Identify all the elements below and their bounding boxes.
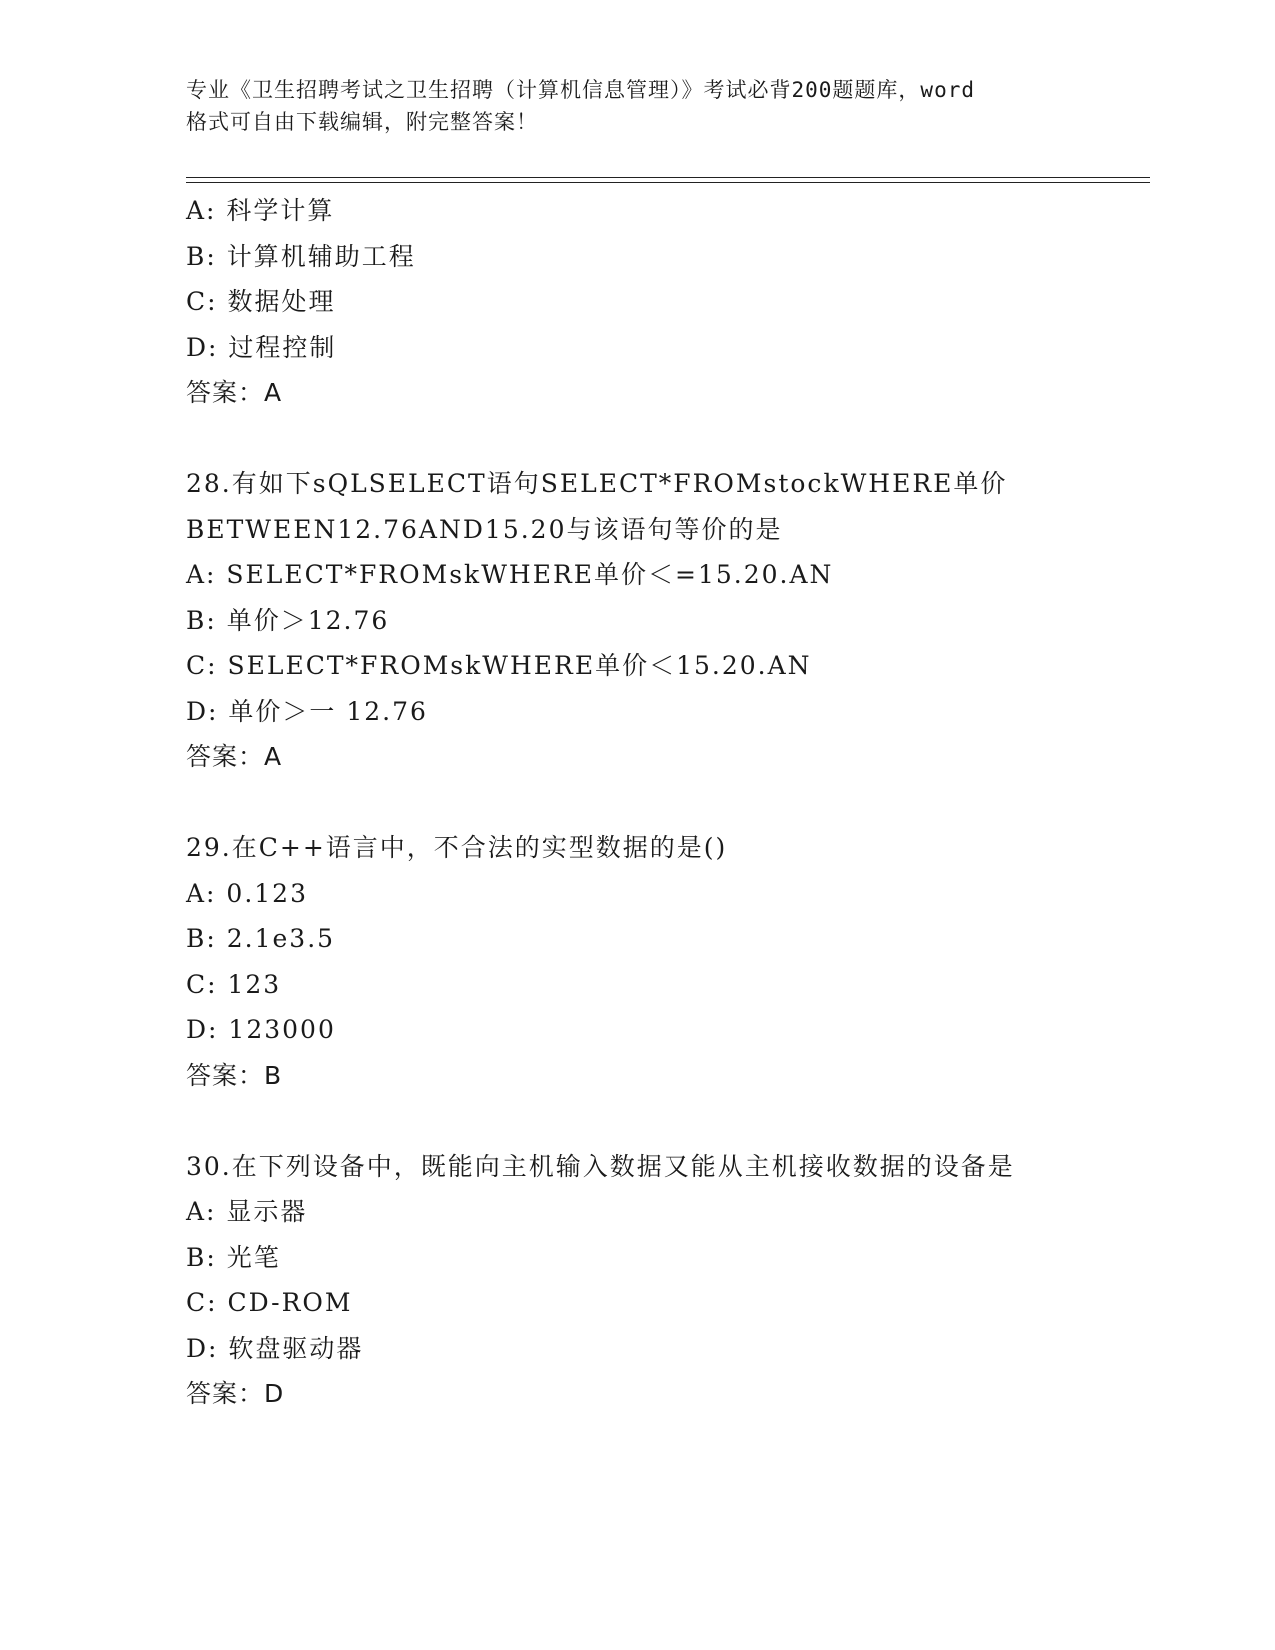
answer-line: 答案：A [186, 378, 283, 407]
question-stem-line-2: BETWEEN12.76AND15.20与该语句等价的是 [186, 514, 783, 544]
question-27-continued [186, 188, 1146, 416]
option-b: B: 计算机辅助工程 [186, 241, 416, 271]
option-b: B: 光笔 [186, 1242, 281, 1272]
option-d: D: 单价＞一 12.76 [186, 696, 428, 726]
option-a: A: 显示器 [186, 1197, 308, 1226]
option-b: B: 2.1e3.5 [186, 924, 336, 953]
question-stem-line-1: 30.在下列设备中，既能向主机输入数据又能从主机接收数据的设备是 [186, 1151, 1015, 1181]
document-header [186, 74, 1106, 138]
answer-line: 答案：A [186, 742, 283, 771]
option-a: A: 科学计算 [186, 196, 335, 225]
question-30 [186, 1144, 1146, 1417]
question-28 [186, 461, 1146, 780]
option-c: C: 123 [186, 969, 282, 999]
option-d: D: 123000 [186, 1015, 336, 1044]
question-stem-line-1: 29.在C++语言中，不合法的实型数据的是() [186, 833, 728, 862]
header-divider-top [186, 177, 1150, 178]
option-d: D: 软盘驱动器 [186, 1333, 364, 1363]
header-title-line-2: 格式可自由下载编辑，附完整答案！ [186, 110, 538, 134]
answer-line: 答案：D [186, 1379, 285, 1408]
option-a: A: 0.123 [186, 878, 308, 908]
spacer [186, 780, 1146, 826]
header-title-line-1: 专业《卫生招聘考试之卫生招聘（计算机信息管理）》考试必背200题题库，word [186, 78, 975, 102]
option-c: C: 数据处理 [186, 287, 336, 316]
question-content [186, 188, 1146, 1417]
question-29 [186, 825, 1146, 1098]
spacer [186, 416, 1146, 462]
header-divider-bottom [186, 182, 1150, 183]
question-stem-line-1: 28.有如下sQLSELECT语句SELECT*FROMstockWHERE单价 [186, 469, 1008, 498]
option-d: D: 过程控制 [186, 332, 337, 362]
answer-line: 答案：B [186, 1060, 283, 1090]
option-c: C: SELECT*FROMskWHERE单价＜15.20.AN [186, 651, 812, 680]
option-c: C: CD-ROM [186, 1288, 353, 1317]
option-a: A: SELECT*FROMskWHERE单价＜=15.20.AN [186, 560, 834, 589]
option-b: B: 单价＞12.76 [186, 605, 390, 635]
spacer [186, 1098, 1146, 1144]
